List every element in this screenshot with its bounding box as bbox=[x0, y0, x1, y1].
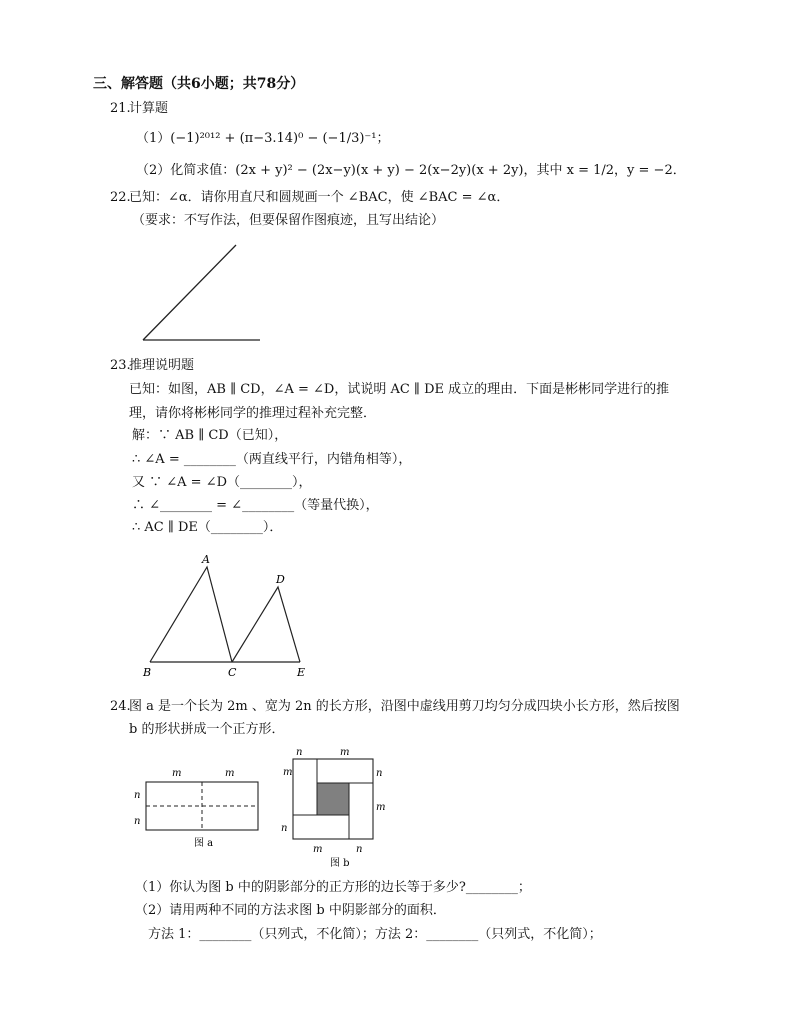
label-m-bottom: m bbox=[313, 844, 323, 855]
label-n-bottom: n bbox=[134, 816, 141, 827]
label-m-right: m bbox=[376, 802, 386, 813]
q23-step4: ∴ ∠________ = ∠________（等量代换）， bbox=[132, 498, 379, 513]
q23-title: 推理说明题 bbox=[129, 358, 195, 373]
triangle-cde bbox=[232, 587, 300, 662]
label-b: B bbox=[143, 666, 152, 679]
label-c: C bbox=[228, 666, 237, 679]
label-m-left: m bbox=[283, 767, 293, 778]
label-n-top: n bbox=[296, 747, 303, 758]
q21-number: 21. bbox=[110, 101, 131, 116]
q24-part3: 方法 1：________（只列式，不化简）；方法 2：________（只列式，不化简）； bbox=[148, 927, 602, 942]
label-m-left: m bbox=[172, 768, 182, 779]
q23-step1: 解：∵ AB ∥ CD（已知）， bbox=[132, 428, 288, 443]
q22-note: （要求：不写作法，但要保留作图痕迹，且写出结论） bbox=[132, 213, 445, 228]
label-a: A bbox=[202, 553, 210, 566]
section-title: 三、解答题（共6小题；共78分） bbox=[93, 76, 305, 92]
q23-step2: ∴ ∠A = ________（两直线平行，内错角相等）， bbox=[132, 452, 412, 467]
q22-text: 已知：∠α．请你用直尺和圆规画一个 ∠BAC，使 ∠BAC = ∠α． bbox=[129, 190, 510, 205]
q24-part1: （1）你认为图 b 中的阴影部分的正方形的边长等于多少?________； bbox=[135, 880, 531, 895]
angle-alpha-figure bbox=[138, 242, 268, 346]
angle-slant-ray bbox=[143, 245, 236, 340]
label-n-right: n bbox=[376, 768, 383, 779]
figure-a-caption: 图 a bbox=[194, 838, 214, 849]
label-m-top: m bbox=[340, 747, 350, 758]
figure-a bbox=[130, 762, 270, 854]
q24-number: 24. bbox=[110, 699, 131, 714]
q23-number: 23. bbox=[110, 358, 131, 373]
triangle-abc bbox=[150, 567, 232, 662]
q24-part2: （2）请用两种不同的方法求图 b 中阴影部分的面积． bbox=[135, 903, 446, 918]
triangles-figure bbox=[140, 552, 320, 684]
label-e: E bbox=[297, 666, 306, 679]
q23-line1: 已知：如图，AB ∥ CD，∠A = ∠D，试说明 AC ∥ DE 成立的理由．下面是彬彬同学进行的推 bbox=[129, 382, 670, 397]
label-n-left: n bbox=[281, 823, 288, 834]
q21-part1: （1）(−1)²⁰¹² + (π−3.14)⁰ − (−1/3)⁻¹； bbox=[136, 131, 390, 146]
figure-b-caption: 图 b bbox=[330, 858, 350, 869]
q23-line2: 理，请你将彬彬同学的推理过程补充完整． bbox=[129, 406, 377, 421]
q24-line2: b 的形状拼成一个正方形． bbox=[129, 722, 285, 737]
shaded-center-square bbox=[317, 783, 349, 815]
label-d: D bbox=[276, 573, 285, 586]
label-n-top: n bbox=[134, 790, 141, 801]
figure-b bbox=[276, 742, 396, 870]
q24-line1: 图 a 是一个长为 2m 、宽为 2n 的长方形，沿图中虚线用剪刀均匀分成四块小长方形，然后按图 bbox=[129, 699, 680, 714]
q23-step5: ∴ AC ∥ DE（________）． bbox=[132, 520, 283, 535]
label-m-right: m bbox=[225, 768, 235, 779]
q23-step3: 又 ∵ ∠A = ∠D（________）， bbox=[132, 475, 312, 490]
q22-number: 22. bbox=[110, 190, 131, 205]
label-n-bottom: n bbox=[356, 844, 363, 855]
q21-part2: （2）化简求值：(2x + y)² − (2x−y)(x + y) − 2(x−2y)(x + 2y)，其中 x = 1/2，y = −2． bbox=[136, 163, 686, 178]
q21-title: 计算题 bbox=[129, 101, 169, 116]
